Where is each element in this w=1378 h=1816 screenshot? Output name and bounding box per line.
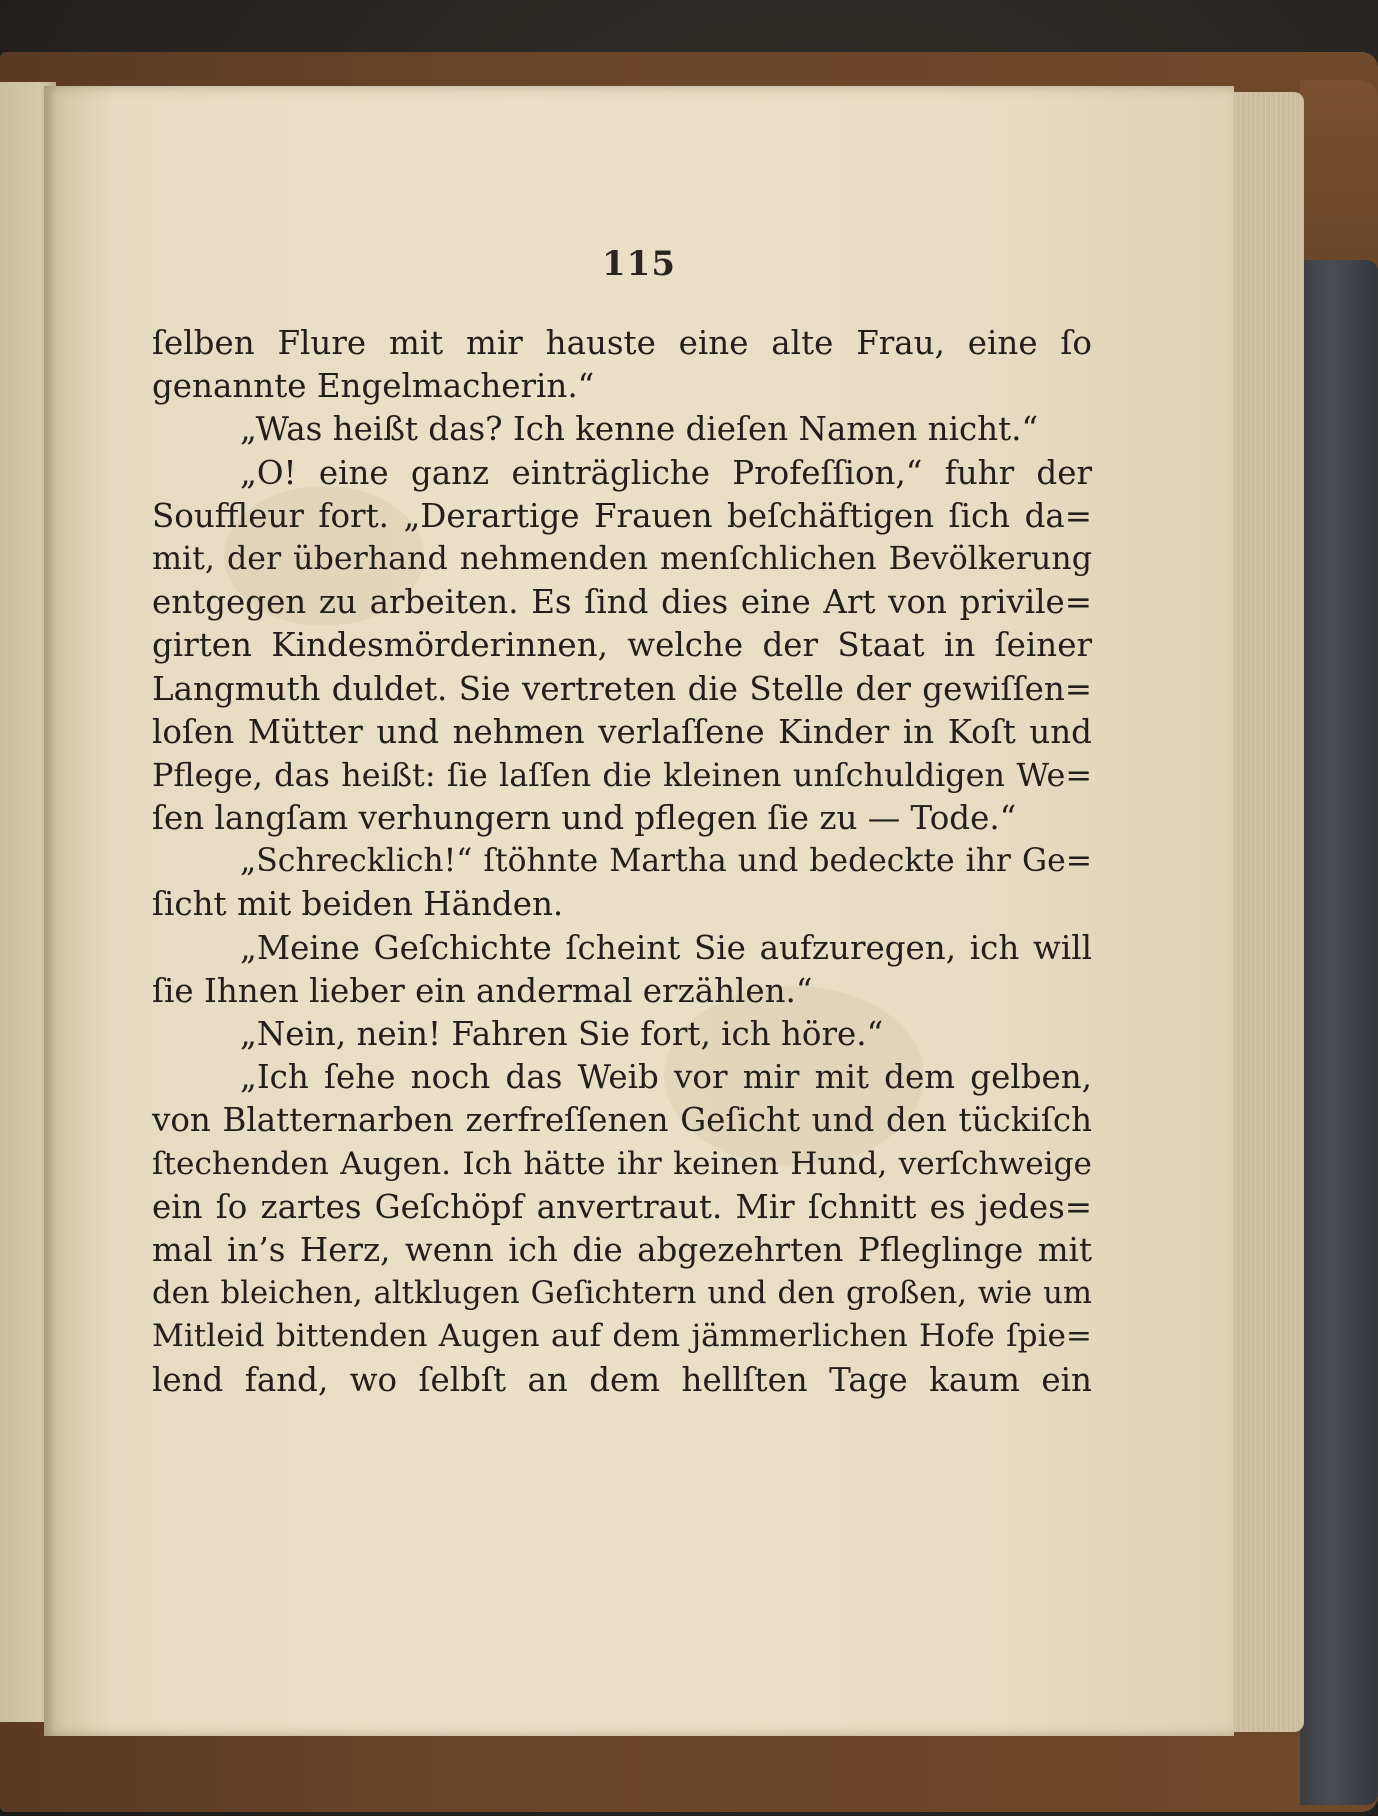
text-line: Langmuth duldet. Sie vertreten die Stelle der gewiſſen= bbox=[152, 669, 1092, 708]
text-line: ſicht mit beiden Händen. bbox=[152, 885, 564, 924]
text-line: genannte Engelmacherin.“ bbox=[152, 367, 595, 406]
text-line: „Nein, nein! Fahren Sie fort, ich höre.“ bbox=[240, 1015, 884, 1053]
page-number: 115 bbox=[602, 244, 676, 284]
text-line: ſie Ihnen lieber ein andermal erzählen.“ bbox=[152, 971, 813, 1010]
page-block-edges bbox=[1222, 92, 1304, 1732]
text-line: „Was heißt das? Ich kenne dieſen Namen nicht.“ bbox=[240, 410, 1039, 449]
text-line: lend fand, wo ſelbſt an dem hellſten Tage kaum ein bbox=[152, 1360, 1092, 1399]
text-line: entgegen zu arbeiten. Es ſind dies eine Art von privile= bbox=[152, 583, 1092, 622]
text-line: „Meine Geſchichte ſcheint Sie aufzuregen, ich will bbox=[240, 928, 1092, 967]
text-line: ſelben Flure mit mir hauste eine alte Frau, eine ſo bbox=[152, 324, 1092, 362]
text-line: girten Kindesmörderinnen, welche der Staat in ſeiner bbox=[152, 626, 1092, 665]
text-line: den bleichen, altklugen Geſichtern und den großen, wie um bbox=[152, 1276, 1092, 1312]
text-line: loſen Mütter und nehmen verlaſſene Kinder in Koſt und bbox=[152, 712, 1092, 751]
body-text bbox=[152, 322, 1092, 1402]
text-line: Pflege, das heißt: ſie laſſen die kleinen unſchuldigen We= bbox=[152, 755, 1092, 794]
text-line: „Schrecklich!“ ſtöhnte Martha und bedeckte ihr Ge= bbox=[240, 843, 1092, 880]
text-line: Souffleur fort. „Derartige Frauen beſchäftigen ſich da= bbox=[152, 496, 1092, 535]
text-line: ſen langſam verhungern und pflegen ſie zu — Tode.“ bbox=[152, 799, 1017, 838]
text-line: mit, der überhand nehmenden menſchlichen Bevölkerung bbox=[152, 540, 1092, 577]
text-line: ſtechenden Augen. Ich hätte ihr keinen Hund, verſchweige bbox=[152, 1145, 1092, 1182]
book-spine-edge bbox=[1300, 260, 1378, 1805]
text-line: von Blatternarben zerfreſſenen Geſicht und den tückiſch bbox=[152, 1101, 1092, 1140]
book-page bbox=[44, 86, 1234, 1736]
text-line: ein ſo zartes Geſchöpf anvertraut. Mir ſchnitt es jedes= bbox=[152, 1187, 1092, 1226]
text-line: „O! eine ganz einträgliche Profeſſion,“ fuhr der bbox=[240, 453, 1092, 492]
text-line: „Ich ſehe noch das Weib vor mir mit dem gelben, bbox=[240, 1058, 1092, 1097]
text-line: Mitleid bittenden Augen auf dem jämmerlichen Hofe ſpie= bbox=[152, 1318, 1092, 1355]
text-line: mal in’s Herz, wenn ich die abgezehrten Pfleglinge mit bbox=[152, 1230, 1092, 1269]
book-cover-corner bbox=[1300, 80, 1378, 270]
